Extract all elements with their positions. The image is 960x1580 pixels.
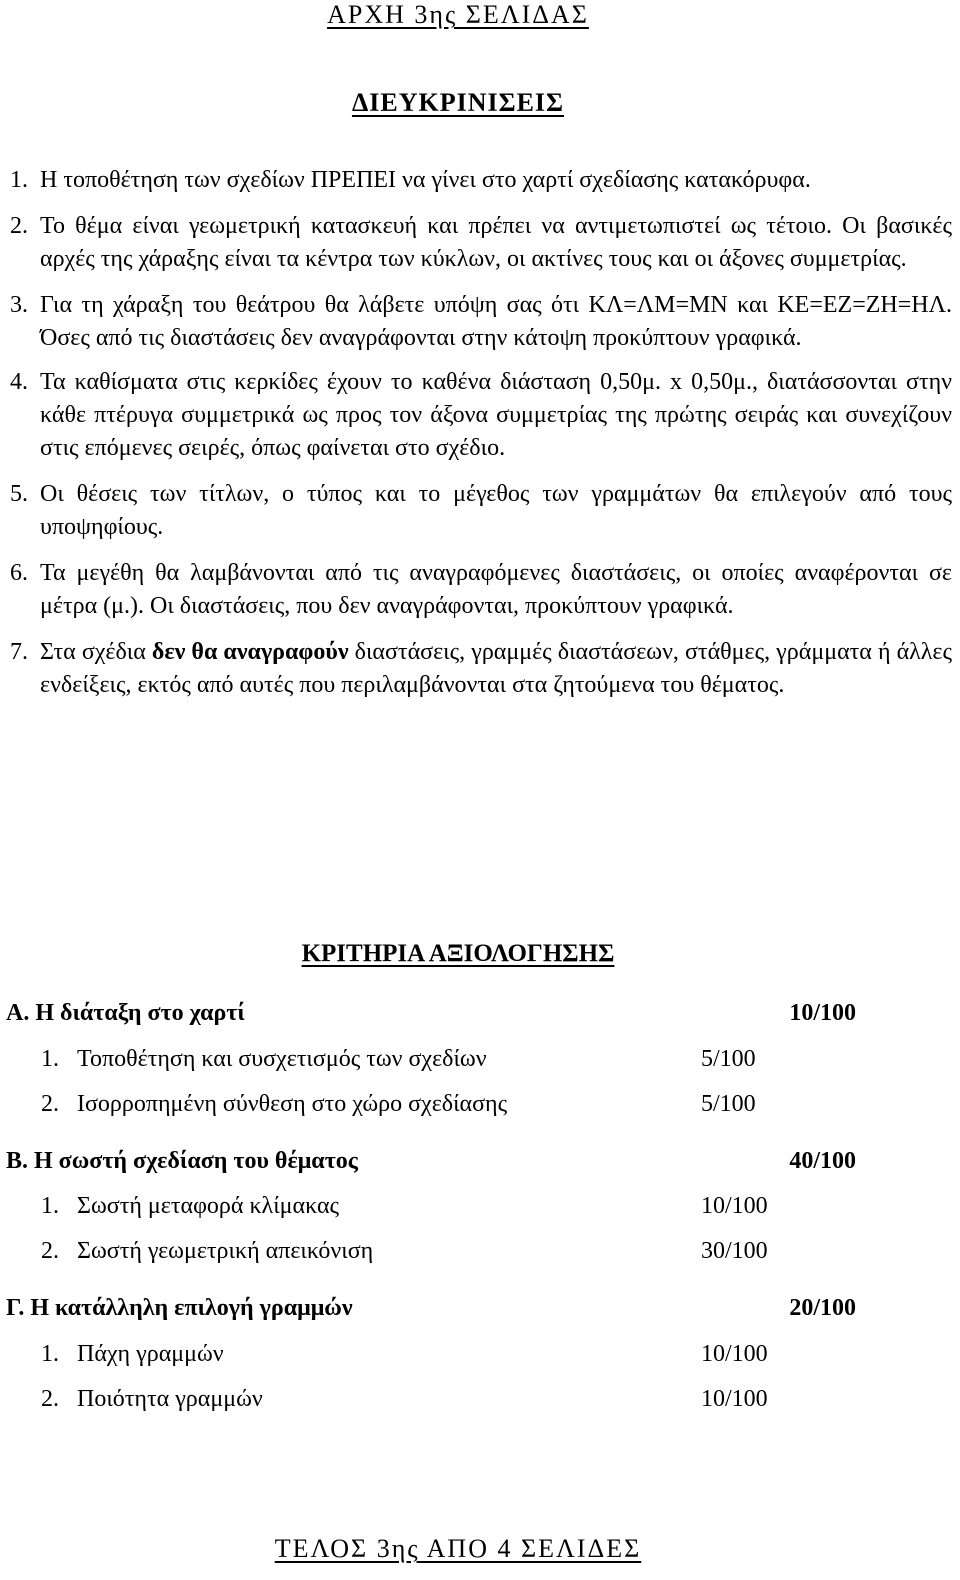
item-text-bold: δεν θα αναγραφούν <box>151 639 349 665</box>
clarification-item-3 <box>10 289 952 355</box>
item-number: 1. <box>10 167 28 193</box>
item-text: Οι θέσεις των τίτλων, ο τύπος και το μέγεθος των γραμμάτων θα επιλεγούν από τους υποψηφίους. <box>40 481 952 540</box>
item-number: 6. <box>10 560 28 586</box>
clarifications-list <box>10 164 952 715</box>
subitem-number: 2. <box>41 1238 59 1264</box>
subitem-label: Ποιότητα γραμμών <box>77 1386 263 1412</box>
criteria-title: ΚΡΙΤΗΡΙΑ ΑΞΙΟΛΟΓΗΣΗΣ <box>301 940 615 967</box>
subitem-number: 1. <box>41 1193 59 1219</box>
clarification-item-2 <box>10 210 952 276</box>
category-label: Γ. Η κατάλληλη επιλογή γραμμών <box>6 1295 353 1321</box>
subitem-label: Πάχη γραμμών <box>77 1341 224 1367</box>
item-text-before: Στα σχέδια <box>40 639 152 665</box>
subitem-score: 5/100 <box>701 1046 756 1072</box>
subitem-label: Σωστή γεωμετρική απεικόνιση <box>77 1238 374 1264</box>
item-text: Για τη χάραξη του θεάτρου θα λάβετε υπόψη σας ότι ΚΛ=ΛΜ=ΜΝ και ΚΕ=ΕΖ=ΖΗ=ΗΛ. Όσες από τις διαστάσεις δεν αναγράφονται στην κάτοψη προκύπτουν γραφικά. <box>40 292 952 351</box>
page-start-indicator: ΑΡΧΗ 3ης ΣΕΛΙΔΑΣ <box>327 0 589 29</box>
item-number: 4. <box>10 369 28 395</box>
subitem-number: 1. <box>41 1341 59 1367</box>
item-text: Τα μεγέθη θα λαμβάνονται από τις αναγραφόμενες διαστάσεις, οι οποίες αναφέρονται σε μέτρα (μ.). Οι διαστάσεις, που δεν αναγράφονται, προκύπτουν γραφικά. <box>40 560 952 619</box>
subitem-number: 2. <box>41 1091 59 1117</box>
clarifications-title: ΔΙΕΥΚΡΙΝΙΣΕΙΣ <box>351 88 565 117</box>
subitem-label: Σωστή μεταφορά κλίμακας <box>77 1193 340 1219</box>
subitem-number: 2. <box>41 1386 59 1412</box>
subitem-score: 5/100 <box>701 1091 756 1117</box>
item-text: Η τοποθέτηση των σχεδίων ΠΡΕΠΕΙ να γίνει στο χαρτί σχεδίασης κατακόρυφα. <box>40 167 811 193</box>
clarification-item-5 <box>10 478 952 544</box>
clarification-item-6 <box>10 557 952 623</box>
clarification-item-1 <box>10 164 952 197</box>
item-text: Το θέμα είναι γεωμετρική κατασκευή και πρέπει να αντιμετωπιστεί ως τέτοιο. Οι βασικές αρχές της χάραξης είναι τα κέντρα των κύκλων, οι ακτίνες τους και οι άξονες συμμετρίας. <box>40 213 952 272</box>
page-end-indicator: ΤΕΛΟΣ 3ης ΑΠΟ 4 ΣΕΛΙΔΕΣ <box>274 1534 642 1563</box>
category-score: 20/100 <box>789 1295 856 1321</box>
category-label: Α. Η διάταξη στο χαρτί <box>6 1000 245 1026</box>
subitem-number: 1. <box>41 1046 59 1072</box>
item-number: 5. <box>10 481 28 507</box>
subitem-score: 10/100 <box>701 1193 768 1219</box>
subitem-score: 10/100 <box>701 1341 768 1367</box>
category-score: 40/100 <box>789 1148 856 1174</box>
subitem-score: 30/100 <box>701 1238 768 1264</box>
item-number: 3. <box>10 292 28 318</box>
item-number: 7. <box>10 639 28 665</box>
item-text-after: διαστάσεις, γραμμές διαστάσεων, στάθμες, γράμματα ή άλλες ενδείξεις, εκτός από αυτές που περιλαμβάνονται στα ζητούμενα του θέματος. <box>40 639 952 698</box>
category-score: 10/100 <box>789 1000 856 1026</box>
subitem-label: Ισορροπημένη σύνθεση στο χώρο σχεδίασης <box>77 1091 508 1117</box>
clarification-item-7 <box>10 636 952 702</box>
clarification-item-4 <box>10 366 952 465</box>
category-label: Β. Η σωστή σχεδίαση του θέματος <box>6 1148 358 1174</box>
item-number: 2. <box>10 213 28 239</box>
item-text: Τα καθίσματα στις κερκίδες έχουν το καθένα διάσταση 0,50μ. x 0,50μ., διατάσσονται στην κάθε πτέρυγα συμμετρικά ως προς τον άξονα συμμετρίας της πρώτης σειράς και συνεχίζουν στις επόμενες σειρές, όπως φαίνεται στο σχέδιο. <box>40 369 952 461</box>
subitem-score: 10/100 <box>701 1386 768 1412</box>
subitem-label: Τοποθέτηση και συσχετισμός των σχεδίων <box>77 1046 487 1072</box>
